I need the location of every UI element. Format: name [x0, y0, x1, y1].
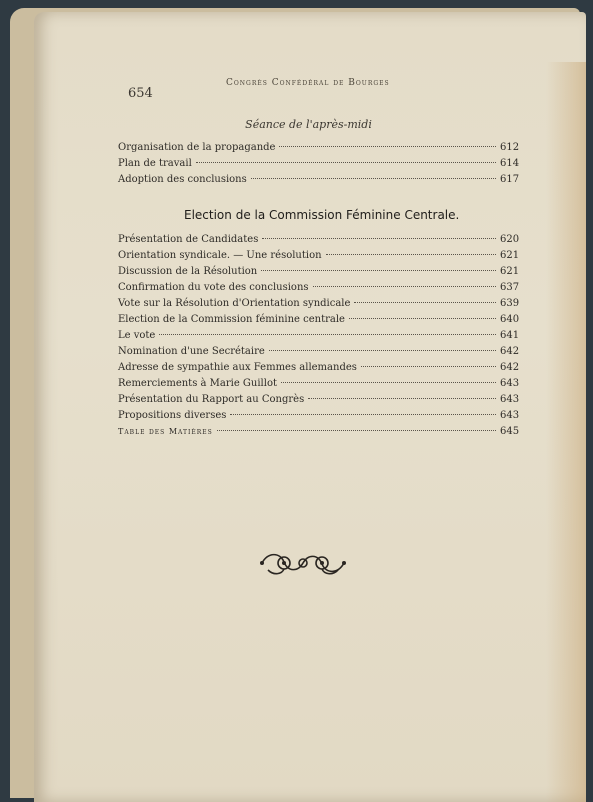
toc-entry-title: Confirmation du vote des conclusions: [118, 282, 309, 293]
dot-leader: [217, 430, 496, 431]
toc-entry-title: Orientation syndicale. — Une résolution: [118, 250, 322, 261]
toc-entry-page: 640: [500, 314, 520, 325]
dot-leader: [308, 398, 496, 399]
toc-entry[interactable]: [118, 362, 518, 378]
dot-leader: [159, 334, 496, 335]
toc-entry-page: 639: [500, 298, 520, 309]
toc-entry[interactable]: [118, 250, 518, 266]
toc-entry[interactable]: [118, 330, 518, 346]
dot-leader: [230, 414, 496, 415]
toc-entry-title: Table des Matières: [118, 427, 213, 436]
toc-entry-page: 643: [500, 394, 520, 405]
toc-entry-title: Election de la Commission féminine centrale: [118, 314, 345, 325]
toc-entry[interactable]: [118, 394, 518, 410]
toc-entry-page: 642: [500, 346, 520, 357]
toc-entry[interactable]: [118, 142, 518, 158]
toc-entry-title: Le vote: [118, 330, 156, 341]
toc-entry-page: 614: [500, 158, 520, 169]
dot-leader: [251, 178, 496, 179]
toc-entry-page: 642: [500, 362, 520, 373]
dot-leader: [313, 286, 496, 287]
dot-leader: [269, 350, 496, 351]
toc-list-afternoon: [118, 142, 518, 190]
toc-entry[interactable]: [118, 314, 518, 330]
dot-leader: [279, 146, 496, 147]
toc-entry-page: 645: [500, 426, 520, 437]
dot-leader: [361, 366, 496, 367]
dot-leader: [281, 382, 496, 383]
dot-leader: [261, 270, 496, 271]
toc-entry-title: Adoption des conclusions: [118, 174, 247, 185]
toc-entry[interactable]: [118, 266, 518, 282]
toc-entry-title: Remerciements à Marie Guillot: [118, 378, 277, 389]
page-stain: [546, 62, 586, 802]
toc-entry-title: Adresse de sympathie aux Femmes allemandes: [118, 362, 357, 373]
toc-entry[interactable]: [118, 410, 518, 426]
section-heading-afternoon: Séance de l'après-midi: [245, 118, 372, 131]
running-title: Congrès Confédéral de Bourges: [226, 78, 390, 88]
toc-entry-title: Plan de travail: [118, 158, 192, 169]
toc-entry-title: Présentation de Candidates: [118, 234, 259, 245]
toc-list-commission: [118, 234, 518, 442]
toc-entry[interactable]: [118, 378, 518, 394]
dot-leader: [349, 318, 496, 319]
toc-entry[interactable]: [118, 298, 518, 314]
dot-leader: [354, 302, 496, 303]
toc-entry-page: 612: [500, 142, 520, 153]
page-number: 654: [128, 86, 153, 101]
toc-entry-page: 621: [500, 266, 520, 277]
toc-entry[interactable]: [118, 426, 518, 442]
toc-entry[interactable]: [118, 346, 518, 362]
toc-entry-title: Vote sur la Résolution d'Orientation syndicale: [118, 298, 351, 309]
dot-leader: [262, 238, 496, 239]
toc-entry-page: 643: [500, 410, 520, 421]
toc-entry-title: Organisation de la propagande: [118, 142, 276, 153]
toc-entry-page: 641: [500, 330, 520, 341]
toc-entry-page: 620: [500, 234, 520, 245]
toc-entry[interactable]: [118, 158, 518, 174]
page-header: [128, 78, 428, 101]
toc-entry[interactable]: [118, 234, 518, 250]
toc-entry-page: 643: [500, 378, 520, 389]
toc-entry-title: Présentation du Rapport au Congrès: [118, 394, 305, 405]
toc-entry[interactable]: [118, 174, 518, 190]
dot-leader: [196, 162, 496, 163]
toc-entry[interactable]: [118, 282, 518, 298]
toc-entry-title: Discussion de la Résolution: [118, 266, 258, 277]
toc-entry-page: 617: [500, 174, 520, 185]
section-heading-commission: Election de la Commission Féminine Centrale.: [184, 208, 460, 222]
toc-entry-title: Propositions diverses: [118, 410, 227, 421]
dot-leader: [326, 254, 496, 255]
toc-entry-page: 637: [500, 282, 520, 293]
toc-entry-title: Nomination d'une Secrétaire: [118, 346, 265, 357]
fleuron-ornament-icon: [258, 548, 348, 578]
toc-entry-page: 621: [500, 250, 520, 261]
